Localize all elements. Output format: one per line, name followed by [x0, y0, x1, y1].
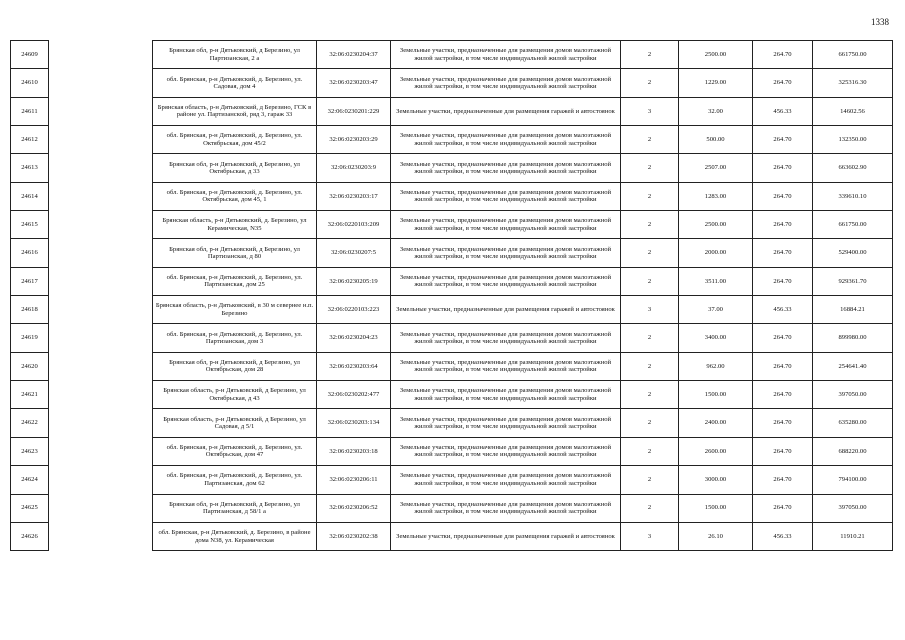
area-cell: 2000.00 [679, 239, 753, 267]
group-cell: 2 [621, 154, 679, 182]
cadastral-value-cell: 661750.00 [813, 211, 893, 239]
specific-value-cell: 264.70 [753, 239, 813, 267]
specific-value-cell: 264.70 [753, 494, 813, 522]
row-number-cell: 24626 [11, 522, 49, 550]
area-cell: 2500.00 [679, 211, 753, 239]
area-cell: 1500.00 [679, 494, 753, 522]
empty-cell [49, 381, 153, 409]
cadastral-value-cell: 663602.90 [813, 154, 893, 182]
cadastral-value-cell: 688220.00 [813, 437, 893, 465]
row-number-cell: 24620 [11, 352, 49, 380]
cadastral-value-cell: 14602.56 [813, 97, 893, 125]
specific-value-cell: 264.70 [753, 182, 813, 210]
empty-cell [49, 466, 153, 494]
cadastral-value-cell: 899980.00 [813, 324, 893, 352]
address-cell: Брянская область, р-н Дятьковский, д. Березино, ул Керамическая, N35 [153, 211, 317, 239]
empty-cell [49, 267, 153, 295]
row-number-cell: 24613 [11, 154, 49, 182]
table-row [11, 69, 893, 97]
area-cell: 500.00 [679, 126, 753, 154]
cadastral-number-cell: 32:06:0230203:17 [317, 182, 391, 210]
row-number-cell: 24609 [11, 41, 49, 69]
cadastral-number-cell: 32:06:0230204:23 [317, 324, 391, 352]
land-use-cell: Земельные участки, предназначенные для размещения домов малоэтажной жилой застройки, в том числе индивидуальной жилой застройки [391, 466, 621, 494]
land-use-cell: Земельные участки, предназначенные для размещения гаражей и автостоянок [391, 522, 621, 550]
specific-value-cell: 264.70 [753, 352, 813, 380]
cadastral-number-cell: 32:06:0230203:29 [317, 126, 391, 154]
land-use-cell: Земельные участки, предназначенные для размещения гаражей и автостоянок [391, 296, 621, 324]
cadastral-number-cell: 32:06:0220103:209 [317, 211, 391, 239]
address-cell: обл. Брянская, р-н Дятьковский, д. Березино, в районе дома N38, ул. Керамическая [153, 522, 317, 550]
land-use-cell: Земельные участки, предназначенные для размещения гаражей и автостоянок [391, 97, 621, 125]
area-cell: 3400.00 [679, 324, 753, 352]
table-row [11, 296, 893, 324]
row-number-cell: 24622 [11, 409, 49, 437]
empty-cell [49, 69, 153, 97]
group-cell: 2 [621, 69, 679, 97]
cadastral-value-cell: 397050.00 [813, 381, 893, 409]
empty-cell [49, 41, 153, 69]
table-row [11, 466, 893, 494]
table-row [11, 211, 893, 239]
row-number-cell: 24621 [11, 381, 49, 409]
cadastral-number-cell: 32:06:0230201:229 [317, 97, 391, 125]
group-cell: 2 [621, 211, 679, 239]
area-cell: 3511.00 [679, 267, 753, 295]
cadastral-number-cell: 32:06:0230206:52 [317, 494, 391, 522]
cadastral-value-table [10, 40, 893, 551]
specific-value-cell: 264.70 [753, 154, 813, 182]
area-cell: 32.00 [679, 97, 753, 125]
row-number-cell: 24625 [11, 494, 49, 522]
row-number-cell: 24614 [11, 182, 49, 210]
cadastral-value-cell: 529400.00 [813, 239, 893, 267]
area-cell: 1500.00 [679, 381, 753, 409]
address-cell: Брянская обл, р-н Дятьковский, д Березино, ул Октябрьская, д 33 [153, 154, 317, 182]
cadastral-number-cell: 32:06:0230203:134 [317, 409, 391, 437]
row-number-cell: 24623 [11, 437, 49, 465]
specific-value-cell: 456.33 [753, 97, 813, 125]
cadastral-value-cell: 929361.70 [813, 267, 893, 295]
land-use-cell: Земельные участки, предназначенные для размещения домов малоэтажной жилой застройки, в том числе индивидуальной жилой застройки [391, 494, 621, 522]
address-cell: Брянская обл, р-н Дятьковский, д Березино, ул Партизанская, д 58/1 а [153, 494, 317, 522]
land-use-cell: Земельные участки, предназначенные для размещения домов малоэтажной жилой застройки, в том числе индивидуальной жилой застройки [391, 267, 621, 295]
group-cell: 2 [621, 437, 679, 465]
cadastral-value-cell: 11910.21 [813, 522, 893, 550]
empty-cell [49, 97, 153, 125]
cadastral-number-cell: 32:06:0230207:5 [317, 239, 391, 267]
land-use-cell: Земельные участки, предназначенные для размещения домов малоэтажной жилой застройки, в том числе индивидуальной жилой застройки [391, 154, 621, 182]
row-number-cell: 24615 [11, 211, 49, 239]
area-cell: 3000.00 [679, 466, 753, 494]
empty-cell [49, 239, 153, 267]
row-number-cell: 24610 [11, 69, 49, 97]
specific-value-cell: 456.33 [753, 296, 813, 324]
address-cell: Брянская обл, р-н Дятьковский, д Березино, ул Октябрьская, дом 28 [153, 352, 317, 380]
page-number: 1338 [871, 17, 889, 27]
address-cell: обл. Брянская, р-н Дятьковский, д. Березино, ул. Октябрьская, дом 45, 1 [153, 182, 317, 210]
cadastral-value-cell: 132350.00 [813, 126, 893, 154]
group-cell: 2 [621, 239, 679, 267]
cadastral-number-cell: 32:06:0230202:477 [317, 381, 391, 409]
land-use-cell: Земельные участки, предназначенные для размещения домов малоэтажной жилой застройки, в том числе индивидуальной жилой застройки [391, 409, 621, 437]
table-row [11, 409, 893, 437]
cadastral-number-cell: 32:06:0230203:9 [317, 154, 391, 182]
group-cell: 2 [621, 126, 679, 154]
empty-cell [49, 409, 153, 437]
cadastral-value-cell: 397050.00 [813, 494, 893, 522]
land-use-cell: Земельные участки, предназначенные для размещения домов малоэтажной жилой застройки, в том числе индивидуальной жилой застройки [391, 381, 621, 409]
cadastral-value-cell: 661750.00 [813, 41, 893, 69]
address-cell: обл. Брянская, р-н Дятьковский, д. Березино, ул. Партизанская, дом 3 [153, 324, 317, 352]
table-body [11, 41, 893, 551]
group-cell: 2 [621, 381, 679, 409]
cadastral-number-cell: 32:06:0230205:19 [317, 267, 391, 295]
empty-cell [49, 182, 153, 210]
row-number-cell: 24619 [11, 324, 49, 352]
cadastral-value-cell: 16884.21 [813, 296, 893, 324]
specific-value-cell: 456.33 [753, 522, 813, 550]
cadastral-value-cell: 325316.30 [813, 69, 893, 97]
group-cell: 2 [621, 182, 679, 210]
table-row [11, 126, 893, 154]
row-number-cell: 24616 [11, 239, 49, 267]
specific-value-cell: 264.70 [753, 466, 813, 494]
specific-value-cell: 264.70 [753, 381, 813, 409]
table-row [11, 239, 893, 267]
table-row [11, 97, 893, 125]
cadastral-value-cell: 339610.10 [813, 182, 893, 210]
area-cell: 1283.00 [679, 182, 753, 210]
empty-cell [49, 211, 153, 239]
land-use-cell: Земельные участки, предназначенные для размещения домов малоэтажной жилой застройки, в том числе индивидуальной жилой застройки [391, 182, 621, 210]
empty-cell [49, 352, 153, 380]
cadastral-number-cell: 32:06:0230203:47 [317, 69, 391, 97]
specific-value-cell: 264.70 [753, 126, 813, 154]
land-use-cell: Земельные участки, предназначенные для размещения домов малоэтажной жилой застройки, в том числе индивидуальной жилой застройки [391, 437, 621, 465]
group-cell: 2 [621, 324, 679, 352]
cadastral-number-cell: 32:06:0230203:18 [317, 437, 391, 465]
area-cell: 962.00 [679, 352, 753, 380]
group-cell: 2 [621, 352, 679, 380]
empty-cell [49, 154, 153, 182]
group-cell: 2 [621, 494, 679, 522]
area-cell: 1229.00 [679, 69, 753, 97]
area-cell: 26.10 [679, 522, 753, 550]
address-cell: Брянская обл, р-н Дятьковский, д Березино, ул Партизанская, д 80 [153, 239, 317, 267]
land-use-cell: Земельные участки, предназначенные для размещения домов малоэтажной жилой застройки, в том числе индивидуальной жилой застройки [391, 352, 621, 380]
row-number-cell: 24612 [11, 126, 49, 154]
specific-value-cell: 264.70 [753, 324, 813, 352]
table-row [11, 154, 893, 182]
table-row [11, 41, 893, 69]
cadastral-number-cell: 32:06:0230206:11 [317, 466, 391, 494]
empty-cell [49, 494, 153, 522]
empty-cell [49, 126, 153, 154]
land-use-cell: Земельные участки, предназначенные для размещения домов малоэтажной жилой застройки, в том числе индивидуальной жилой застройки [391, 41, 621, 69]
empty-cell [49, 437, 153, 465]
cadastral-number-cell: 32:06:0220103:223 [317, 296, 391, 324]
table-row [11, 437, 893, 465]
group-cell: 3 [621, 97, 679, 125]
area-cell: 37.00 [679, 296, 753, 324]
empty-cell [49, 522, 153, 550]
address-cell: Брянская область, р-н Дятьковский, д Березино, ГСК в районе ул. Партизанской, ряд 3, гараж 33 [153, 97, 317, 125]
area-cell: 2500.00 [679, 41, 753, 69]
address-cell: обл. Брянская, р-н Дятьковский, д. Березино, ул. Октябрьская, дом 45/2 [153, 126, 317, 154]
specific-value-cell: 264.70 [753, 69, 813, 97]
address-cell: Брянская обл, р-н Дятьковский, д Березино, ул Партизанская, 2 а [153, 41, 317, 69]
land-use-cell: Земельные участки, предназначенные для размещения домов малоэтажной жилой застройки, в том числе индивидуальной жилой застройки [391, 211, 621, 239]
area-cell: 2400.00 [679, 409, 753, 437]
address-cell: обл. Брянская, р-н Дятьковский, д. Березино, ул. Октябрьская, дом 47 [153, 437, 317, 465]
specific-value-cell: 264.70 [753, 409, 813, 437]
address-cell: Брянская область, р-н Дятьковский, д Березино, ул Октябрьская, д 43 [153, 381, 317, 409]
cadastral-value-cell: 794100.00 [813, 466, 893, 494]
cadastral-value-cell: 635280.00 [813, 409, 893, 437]
address-cell: Брянская область, р-н Дятьковский, д Березино, ул Садовая, д 5/1 [153, 409, 317, 437]
specific-value-cell: 264.70 [753, 211, 813, 239]
group-cell: 3 [621, 296, 679, 324]
row-number-cell: 24611 [11, 97, 49, 125]
table-row [11, 182, 893, 210]
group-cell: 2 [621, 267, 679, 295]
table-row [11, 522, 893, 550]
address-cell: Брянская область, р-н Дятьковский, в 30 м севернее н.п. Березино [153, 296, 317, 324]
group-cell: 2 [621, 466, 679, 494]
land-use-cell: Земельные участки, предназначенные для размещения домов малоэтажной жилой застройки, в том числе индивидуальной жилой застройки [391, 126, 621, 154]
land-use-cell: Земельные участки, предназначенные для размещения домов малоэтажной жилой застройки, в том числе индивидуальной жилой застройки [391, 324, 621, 352]
row-number-cell: 24618 [11, 296, 49, 324]
empty-cell [49, 296, 153, 324]
specific-value-cell: 264.70 [753, 267, 813, 295]
land-use-cell: Земельные участки, предназначенные для размещения домов малоэтажной жилой застройки, в том числе индивидуальной жилой застройки [391, 69, 621, 97]
table-row [11, 352, 893, 380]
table-row [11, 494, 893, 522]
group-cell: 3 [621, 522, 679, 550]
specific-value-cell: 264.70 [753, 437, 813, 465]
group-cell: 2 [621, 409, 679, 437]
area-cell: 2507.00 [679, 154, 753, 182]
table-row [11, 381, 893, 409]
cadastral-number-cell: 32:06:0230204:37 [317, 41, 391, 69]
address-cell: обл. Брянская, р-н Дятьковский, д. Березино, ул. Садовая, дом 4 [153, 69, 317, 97]
row-number-cell: 24617 [11, 267, 49, 295]
row-number-cell: 24624 [11, 466, 49, 494]
cadastral-number-cell: 32:06:0230203:64 [317, 352, 391, 380]
specific-value-cell: 264.70 [753, 41, 813, 69]
table-row [11, 267, 893, 295]
land-use-cell: Земельные участки, предназначенные для размещения домов малоэтажной жилой застройки, в том числе индивидуальной жилой застройки [391, 239, 621, 267]
area-cell: 2600.00 [679, 437, 753, 465]
cadastral-number-cell: 32:06:0230202:38 [317, 522, 391, 550]
empty-cell [49, 324, 153, 352]
cadastral-value-cell: 254641.40 [813, 352, 893, 380]
address-cell: обл. Брянская, р-н Дятьковский, д. Березино, ул. Партизанская, дом 25 [153, 267, 317, 295]
group-cell: 2 [621, 41, 679, 69]
address-cell: обл. Брянская, р-н Дятьковский, д. Березино, ул. Партизанская, дом 62 [153, 466, 317, 494]
table-row [11, 324, 893, 352]
